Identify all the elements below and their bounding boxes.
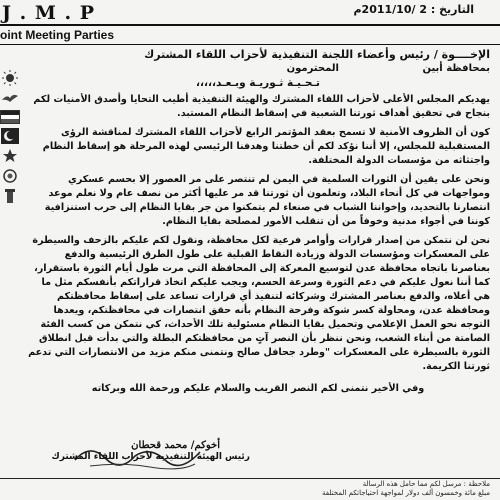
footer-note-2: مبلغ مائة وخمسون ألف دولار لمواجهة احتياجاتكم المختلفة [322, 489, 490, 497]
party-emblems-column [0, 70, 20, 220]
letter-date: التاريخ : 2 /2011/10م [353, 3, 474, 16]
respected-label: المحترمون [286, 63, 339, 74]
letter-province [26, 62, 490, 76]
paragraph-2: كون أن الظروف الأمنية لا تسمح بعقد المؤتمر الرابع لأحزاب اللقاء المشترك لمناقشة الرؤى المستقبلية للمجلس، إلا أننا نؤكد لكم أن خطتنا وهدفنا الرئيسي لهذه المرحلة هو إسقاط النظام واجتثاثه من مؤسسات الدولة المختلفة. [42, 127, 490, 166]
tower-emblem-icon [1, 188, 19, 204]
letter-closing: وفي الأخير نتمنى لكم النصر القريب والسلام عليكم ورحمة الله وبركاته [91, 383, 425, 394]
header-rule-bottom [0, 44, 500, 45]
star-emblem-icon [1, 148, 19, 164]
letter-body [26, 48, 490, 396]
province-name: بمحافظة أبين [422, 63, 490, 74]
bird-emblem-icon [1, 90, 19, 106]
signatory-title: رئيس الهيئة التنفيذية لأحزاب اللقاء المشترك [51, 452, 250, 462]
letterhead [0, 0, 500, 46]
letterhead-subtitle: oint Meeting Parties [0, 28, 115, 42]
letter-footer-note [6, 480, 490, 498]
crescent-emblem-icon [1, 128, 19, 144]
sun-emblem-icon [1, 70, 19, 86]
header-rule-top [0, 24, 500, 26]
paragraph-3: ونحن على يقين أن الثورات السلمية في اليمن لم تنتصر على مر العصور إلا بحسم عسكري ومواجهات في كل أنحاء البلاد، وتعلمون أن ثورتنا قد مر عليها أكثر من نصف عام ولا نعلم موعد انتصارنا بالتحديد، وإخواننا الشباب في صنعاء لم يتمكنوا من جر بقايا النظام إلى حرب استنزافية كوننا في أجواء مدنية وخوفاً من أن تنقلب الأمور لمصلحة بقايا النظام. [44, 174, 490, 227]
letter-salutation: الإخــــوة / رئيس وأعضاء اللجنة التنفيذية لأحزاب اللقاء المشترك [144, 48, 490, 61]
paragraph-4: نحن لن نتمكن من إصدار قرارات وأوامر فرعية لكل محافظة، ونقول لكم عليكم بالزحف والسيطرة على المعسكرات ومؤسسات الدولة وزيادة النقاط القبلية على طول الطرق الرئيسية والدفع بعناصرنا باتجاه محافظة عدن لتوسيع المعركة إلى المحافظة التي مرت طول أيام الثورة باستقرار، كما أننا نعول عليكم في دعم الثورة وسرعة الحسم، ويجب عليكم اتخاذ قراراتكم بأنفسكم مثل ما هي أعلاه، والدفع بعناصر المشترك وشركائه لتنفيذ أي قرارات تساعد على إسقاط محافظتكم ومحافظة عدن، ومحاولة كسر شوكة وفرحة النظام بأنه حقق انتصارات في محافظتكم، ويعدها التوجه نحو العمل الإعلامي وتحميل بقايا النظام مسئولية تلك الأحداث، كي نتمكن من كسب الفئة الصامتة من أبناء الشعب، ونحن ننظر بأن النصر آتٍ من محافظتكم البطلة والتي بدأت قبل انطلاق الثورة بالسيطرة على المعسكرات "وطرد جحافل صالح ونتمنى منكم مزيد من الانتصارات التي تدعم ثورتنا الكريمة. [28, 235, 490, 372]
wreath-emblem-icon [1, 168, 19, 184]
footer-rule [0, 478, 500, 479]
letter-greeting: تـحـيـة ثـوريـة وبـعـد،،،،، [196, 77, 320, 89]
paragraph-1: يهديكم المجلس الأعلى لأحزاب اللقاء المشترك والهيئة التنفيذية أطيب التحايا وأصدق الأمنيات لكم بنجاح في تحقيق أهداف ثورتنا الشعبية في إسقاط النظام المستبد. [33, 94, 490, 119]
footer-note-1: ملاحظة : مرسل لكم مما حامل هذه الرسالة [362, 480, 490, 488]
jmp-logo-text: J . M . P [2, 2, 95, 24]
signature-block [30, 440, 490, 470]
flag-emblem-icon [0, 110, 20, 124]
signatory-name: أخوكم/ محمد قحطان [131, 440, 220, 451]
